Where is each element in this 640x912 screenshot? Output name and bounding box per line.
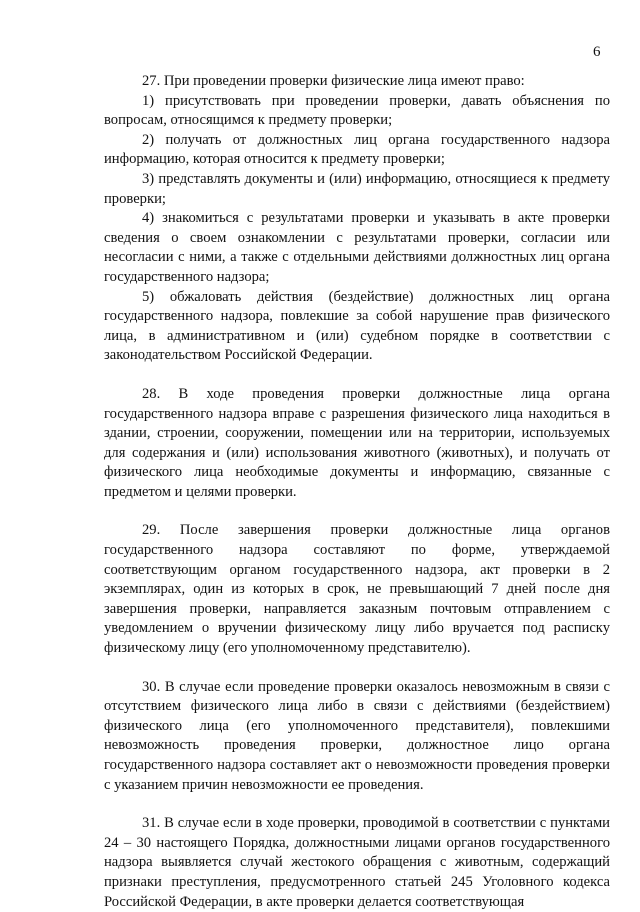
paragraph-27-item-5: 5) обжаловать действия (бездействие) должностных лиц органа государственного надзора, повлекшие за собой нарушение прав физического лица, в административном и (или) судебном порядке в соответствии с законодательством Российской Федерации. xyxy=(104,288,610,364)
paragraph-27-intro: 27. При проведении проверки физические лица имеют право: xyxy=(142,73,525,89)
paragraph-27-item-2: 2) получать от должностных лиц органа государственного надзора информацию, которая относится к предмету проверки; xyxy=(104,131,610,168)
paragraph-27-item-3: 3) представлять документы и (или) информацию, относящиеся к предмету проверки; xyxy=(104,170,610,207)
paragraph-31: 31. В случае если в ходе проверки, проводимой в соответствии с пунктами 24 – 30 настоящего Порядка, должностными лицами органов государственного надзора выявляется случай жестокого обращения с животным, содержащий признаки преступления, предусмотренного статьей 245 Уголовного кодекса Российской Федерации, в акте проверки делается соответствующая xyxy=(104,815,610,910)
paragraph-28: 28. В ходе проведения проверки должностные лица органа государственного надзора вправе с разрешения физического лица находиться в здании, строении, сооружении, помещении или на территории, используемых для содержания и (или) использования животного (животных), и получать от физического лица необходимые документы и информацию, связанные с предметом и целями проверки. xyxy=(104,385,610,500)
paragraph-30: 30. В случае если проведение проверки оказалось невозможным в связи с отсутствием физического лица либо в связи с действиями (бездействием) физического лица (его уполномоченного представителя), повлекшими невозможность проведения проверки, должностное лицо органа государственного надзора составляет акт о невозможности проведения проверки с указанием причин невозможности ее проведения. xyxy=(104,678,610,793)
paragraph-27-item-4: 4) знакомиться с результатами проверки и указывать в акте проверки сведения о своем ознакомлении с результатами проверки, согласии или несогласии с ними, а также с отдельными действиями должностных лиц органа государственного надзора; xyxy=(104,210,610,285)
page-number: 6 xyxy=(593,44,601,60)
paragraph-27-item-1: 1) присутствовать при проведении проверки, давать объяснения по вопросам, относящимся к предмету проверки; xyxy=(104,92,610,129)
document-body xyxy=(104,72,610,912)
paragraph-29: 29. После завершения проверки должностные лица органов государственного надзора составляют по форме, утверждаемой соответствующим органом государственного надзора, акт проверки в 2 экземплярах, один из которых в срок, не превышающий 7 дней после дня завершения проверки, направляется заказным почтовым отправлением с уведомлением о вручении физическому лицу либо вручается под расписку физическому лицу (его уполномоченному представителю). xyxy=(104,522,610,657)
